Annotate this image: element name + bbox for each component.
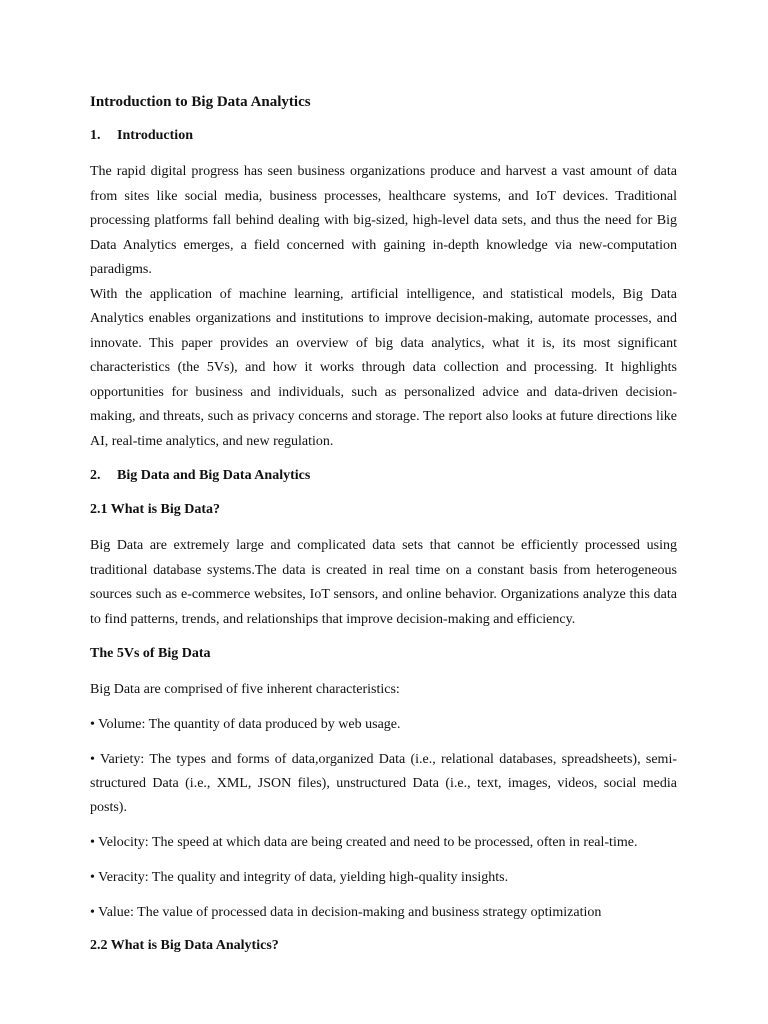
section-2-2-heading: 2.2 What is Big Data Analytics? [90, 938, 279, 953]
document-title: Introduction to Big Data Analytics [90, 94, 311, 110]
fivevs-bullet-volume: • Volume: The quantity of data produced by web usage. [90, 717, 401, 732]
fivevs-intro: Big Data are comprised of five inherent characteristics: [90, 682, 400, 697]
section-2-1-body [90, 534, 677, 632]
fivevs-bullet-value: • Value: The value of processed data in decision-making and business strategy optimization [90, 905, 602, 920]
section-2-1-heading: 2.1 What is Big Data? [90, 502, 221, 517]
section-1-title: Introduction [117, 128, 193, 143]
section-1-heading [90, 126, 677, 146]
fivevs-bullet-variety: • Variety: The types and forms of data,organized Data (i.e., relational databases, spreadsheets), semi-structured Data (i.e., XML, JSON files), unstructured Data (i.e., text, images, videos, social media posts). [90, 752, 677, 815]
section-2-1-paragraph: Big Data are extremely large and complicated data sets that cannot be efficiently processed using traditional database systems.The data is created in real time on a constant basis from heterogeneous sources such as e-commerce websites, IoT sensors, and online behavior. Organizations analyze this data to find patterns, trends, and relationships that improve decision-making and efficiency. [90, 538, 677, 627]
section-2-heading [90, 466, 677, 486]
section-2-title: Big Data and Big Data Analytics [117, 468, 311, 483]
section-1-paragraph-1: The rapid digital progress has seen business organizations produce and harvest a vast amount of data from sites like social media, business processes, healthcare systems, and IoT devices. Traditional processing platforms fall behind dealing with big-sized, high-level data sets, and thus the need for Big Data Analytics emerges, a field concerned with gaining in-depth knowledge via new-computation paradigms. [90, 164, 677, 277]
section-1-number: 1. [90, 128, 101, 143]
fivevs-bullet-velocity: • Velocity: The speed at which data are being created and need to be processed, often in real-time. [90, 835, 638, 850]
section-1-paragraph-2: With the application of machine learning, artificial intelligence, and statistical models, Big Data Analytics enables organizations and institutions to improve decision-making, automate processes, and innovate. This paper provides an overview of big data analytics, what it is, its most significant characteristics (the 5Vs), and how it works through data collection and processing. It highlights opportunities for business and individuals, such as personalized advice and data-driven decision-making, and threats, such as privacy concerns and storage. The report also looks at future directions like AI, real-time analytics, and new regulation. [90, 286, 677, 449]
fivevs-heading: The 5Vs of Big Data [90, 646, 211, 661]
fivevs-bullet-veracity: • Veracity: The quality and integrity of data, yielding high-quality insights. [90, 870, 509, 885]
document-page [90, 92, 677, 970]
section-2-number: 2. [90, 468, 101, 483]
section-1-body [90, 160, 677, 454]
